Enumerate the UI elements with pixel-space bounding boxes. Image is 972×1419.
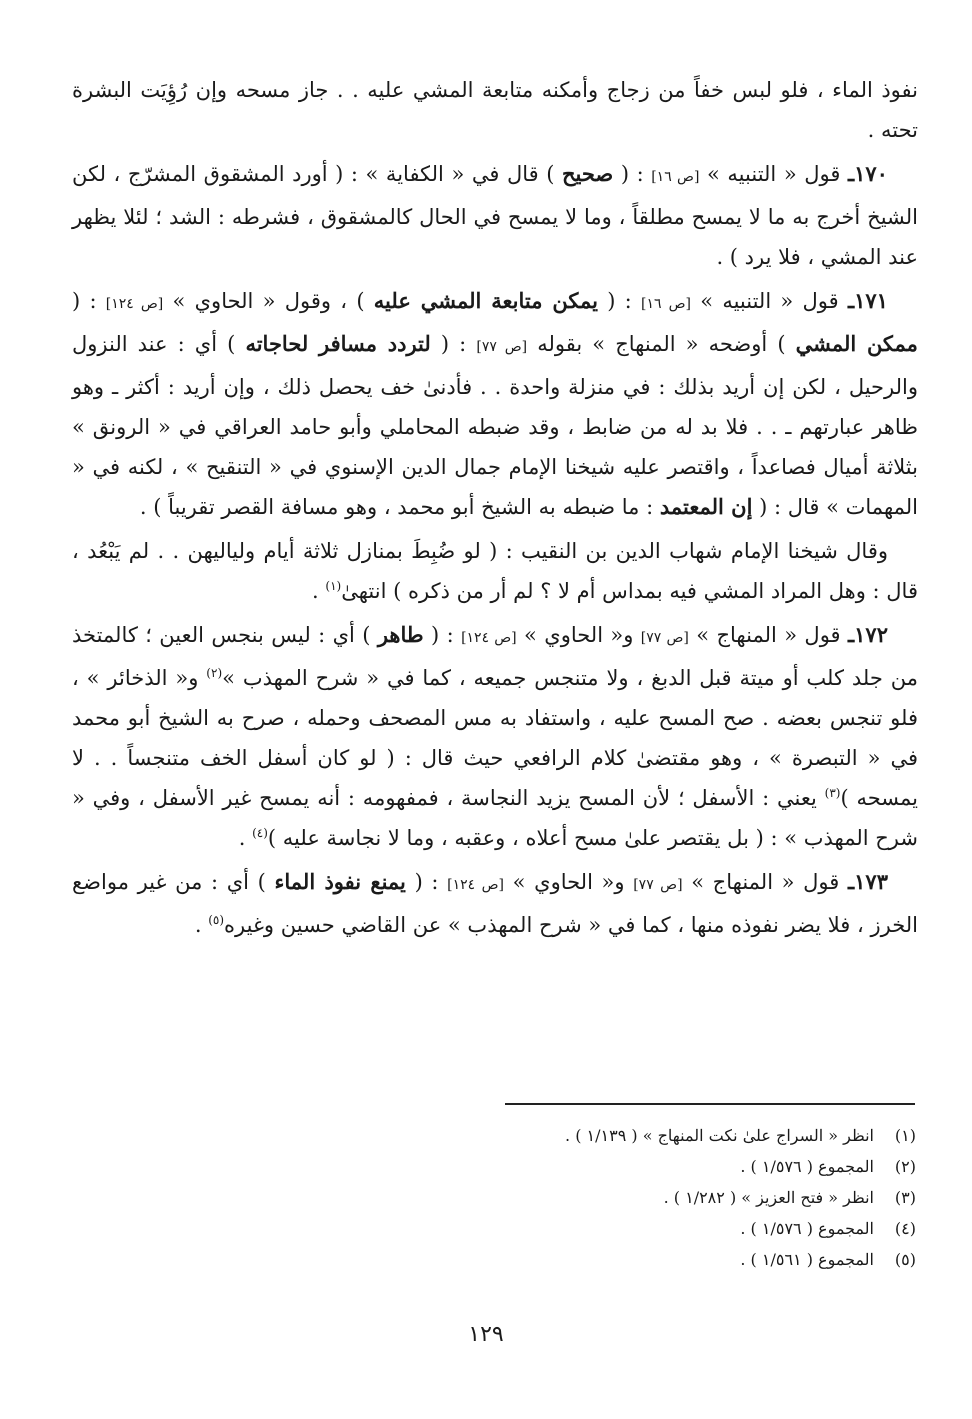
page-reference: [ص ٧٧] xyxy=(640,630,689,646)
quoted-term: يمنع نفوذ الماء xyxy=(274,869,406,894)
entry-number: ١٧١ـ xyxy=(847,288,888,313)
paragraph-naqib: وقال شيخنا الإمام شهاب الدين بن النقيب : ( لو ضُبِطَ بمنازل ثلاثة أيام ولياليهن . . لم يَبْعُد ، قال : وهل المراد المشي فيه بمداس أم لا ؟ لم أر من ذكره ) انتهىٰ$^{(١)}$ . xyxy=(72,539,918,603)
quoted-term: صحيح xyxy=(561,161,614,186)
page-reference: [ص ١٢٤] xyxy=(105,296,164,312)
paragraph-170: ١٧٠ـ قول « التنبيه » [ص ١٦] : ( صحيح ) قال في « الكفاية » : ( أورد المشقوق المشرّج ، لكن الشيخ أخرج به ما لا يمسح مطلقاً ، وما لا يمسح في الحال كالمشقوق ، فشرطه : الشد ؛ لئلا يظهر عند المشي ، فلا يرد ) . xyxy=(72,161,918,269)
quoted-term: إن المعتمد xyxy=(659,494,753,519)
paragraph-172: ١٧٢ـ قول « المنهاج » [ص ٧٧] و« الحاوي » [ص ١٢٤] : ( طاهر ) أي : ليس بنجس العين ؛ كالمتخذ من جلد كلب أو ميتة قبل الدبغ ، ولا متنجس جميعه ، كما في « شرح المهذب »$^{(٢)}$ و« الذخائر » ، فلو تنجس بعضه . صح المسح عليه ، واستفاد به مس المصحف وحمله ، صرح به الشيخ أبو محمد في « التبصرة » ، وهو مقتضىٰ كلام الرافعي حيث قال : ( لو كان أسفل الخف متنجساً . . لا يمسحه )$^{(٣)}$ يعني : الأسفل ؛ لأن المسح يزيد النجاسة ، فمفهومه : أنه يمسح غير الأسفل ، وفي « شرح المهذب » : ( بل يقتصر علىٰ مسح أعلاه ، وعقبه ، وما لا نجاسة عليه )$^{(٤)}$ . xyxy=(72,622,918,850)
paragraph-173: ١٧٣ـ قول « المنهاج » [ص ٧٧] و« الحاوي » [ص ١٢٤] : ( يمنع نفوذ الماء ) أي : من غير مواضع الخرز ، فلا يضر نفوذه منها ، كما في « شرح المهذب » عن القاضي حسين وغيره$^{(٥)}$ . xyxy=(72,869,918,937)
footnote-marker: (٣) xyxy=(824,786,841,800)
footnotes xyxy=(416,1120,916,1275)
page-reference: [ص ٧٧] xyxy=(476,339,528,355)
entry-number: ١٧٣ـ xyxy=(847,869,888,894)
page-reference: [ص ١٦] xyxy=(641,296,691,312)
page-reference: [ص ١٦] xyxy=(651,169,700,185)
footnote-item: (٥) المجموع ( ١/٥٦١ ) . xyxy=(740,1250,916,1269)
page-reference: [ص ١٢٤] xyxy=(461,630,517,646)
main-text xyxy=(72,70,918,945)
quoted-term: ممكن المشي xyxy=(795,331,918,356)
footnote-marker: (٢) xyxy=(206,666,223,680)
paragraph-171: ١٧١ـ قول « التنبيه » [ص ١٦] : ( يمكن متابعة المشي عليه ) ، وقول « الحاوي » [ص ١٢٤] : ( ممكن المشي ) أوضحه « المنهاج » بقوله [ص ٧٧] : ( لتردد مسافر لحاجاته ) أي : عند النزول والرحيل ، لكن إن أريد بذلك : في منزلة واحدة . . فأدنىٰ خف يحصل ذلك ، وإن أريد : أكثر ـ وهو ظاهر عبارتهم ـ . . فلا بد له من ضابط ، وقد ضبطه المحاملي وأبو حامد العراقي في « الرونق » بثلاثة أميال فصاعداً ، واقتصر عليه شيخنا الإمام جمال الدين الإسنوي في « التنقيح » ، لكنه في « المهمات » قال : ( إن المعتمد : ما ضبطه به الشيخ أبو محمد ، وهو مسافة القصر تقريباً ) . xyxy=(72,288,918,519)
footnote-marker: (١) xyxy=(325,579,342,593)
footnote-marker: (٤) xyxy=(252,826,268,840)
paragraph-continuation: نفوذ الماء ، فلو لبس خفاً من زجاج وأمكنه متابعة المشي عليه . . جاز مسحه وإن رُؤِيَت البشرة تحته . xyxy=(72,78,918,142)
footnote-marker: (٥) xyxy=(208,913,225,927)
entry-number: ١٧٠ـ xyxy=(847,161,888,186)
entry-number: ١٧٢ـ xyxy=(847,622,888,647)
quoted-term: طاهر xyxy=(377,622,424,647)
footnote-item: (٢) المجموع ( ١/٥٧٦ ) . xyxy=(740,1157,916,1176)
page-reference: [ص ١٢٤] xyxy=(447,877,504,893)
footnote-item: (٣) انظر « فتح العزيز » ( ١/٢٨٢ ) . xyxy=(663,1188,916,1207)
quoted-term: لتردد مسافر لحاجاته xyxy=(245,331,431,356)
footnote-separator xyxy=(505,1103,915,1105)
page-reference: [ص ٧٧] xyxy=(633,877,683,893)
page-number: ١٢٩ xyxy=(468,1322,504,1347)
footnote-item: (١) انظر « السراج علىٰ نكت المنهاج » ( ١/١٣٩ ) . xyxy=(565,1126,916,1145)
quoted-term: يمكن متابعة المشي عليه xyxy=(373,288,598,313)
footnote-item: (٤) المجموع ( ١/٥٧٦ ) . xyxy=(740,1219,916,1238)
